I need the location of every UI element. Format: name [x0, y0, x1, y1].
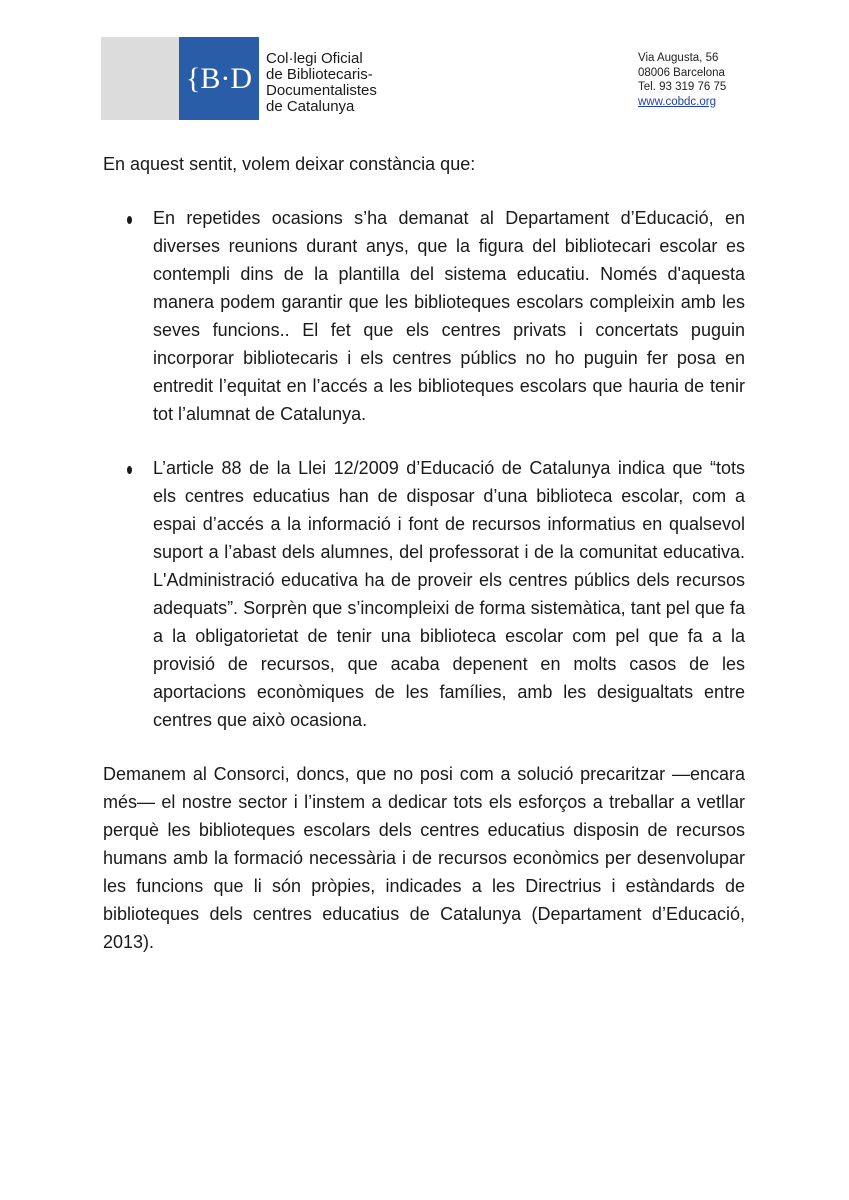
org-name-line: de Bibliotecaris-: [266, 66, 373, 83]
bullet-icon: [127, 216, 132, 224]
bullet-item: [103, 454, 745, 734]
org-name-line: de Catalunya: [266, 98, 355, 115]
document-body: [103, 150, 745, 956]
bullet-item: [103, 204, 745, 428]
logo-mark: {B·D: [179, 37, 259, 120]
contact-street: Via Augusta, 56: [638, 52, 719, 64]
bullet-text: En repetides ocasions s’ha demanat al Departament d’Educació, en diverses reunions durant anys, que la figura del bibliotecari escolar es contempli dins de la plantilla del sistema educatiu. Només d'aquesta manera podem garantir que les biblioteques escolars compleixin amb les seves funcions.. El fet que els centres privats i concertats puguin incorporar bibliotecaris i els centres públics no ho puguin fer posa en entredit l’equitat en l’accés a les biblioteques escolars que hauria de tenir tot l’alumnat de Catalunya.: [153, 208, 745, 424]
bullet-text: L’article 88 de la Llei 12/2009 d’Educació de Catalunya indica que “tots els centres educatius han de disposar d’una biblioteca escolar, com a espai d’accés a la informació i font de recursos informatius en qualsevol suport a l’abast dels alumnes, del professorat i de la comunitat educativa. L'Administració educativa ha de proveir els centres públics dels recursos adequats”. Sorprèn que s’incompleixi de forma sistemàtica, tant pel que fa a la obligatorietat de tenir una biblioteca escolar com pel que fa a la provisió de recursos, que acaba depenent en molts casos de les aportacions econòmiques de les famílies, amb les desigualtats entre centres que això ocasiona.: [153, 458, 745, 730]
contact-phone: Tel. 93 319 76 75: [638, 81, 727, 93]
org-name-line: Col·legi Oficial: [266, 50, 363, 67]
website-link[interactable]: www.cobdc.org: [638, 95, 716, 108]
contact-block: [638, 51, 726, 109]
letterhead: [0, 0, 849, 130]
contact-city: 08006 Barcelona: [638, 66, 725, 79]
org-name-line: Documentalistes: [266, 82, 377, 99]
organization-name: [266, 51, 377, 115]
logo-gray-block: [101, 37, 179, 120]
closing-paragraph: Demanem al Consorci, doncs, que no posi com a solució precaritzar —encara més— el nostre sector i l’instem a dedicar tots els esforços a treballar a vetllar perquè les biblioteques escolars dels centres educatius disposin de recursos humans amb la formació necessària i de recursos econòmics per desenvolupar les funcions que li són pròpies, indicades a les Directrius i estàndards de biblioteques dels centres educatius de Catalunya (Departament d’Educació, 2013).: [103, 764, 745, 952]
bullet-list: [103, 204, 745, 734]
intro-paragraph: En aquest sentit, volem deixar constància que:: [103, 154, 476, 174]
bullet-icon: [127, 466, 132, 474]
